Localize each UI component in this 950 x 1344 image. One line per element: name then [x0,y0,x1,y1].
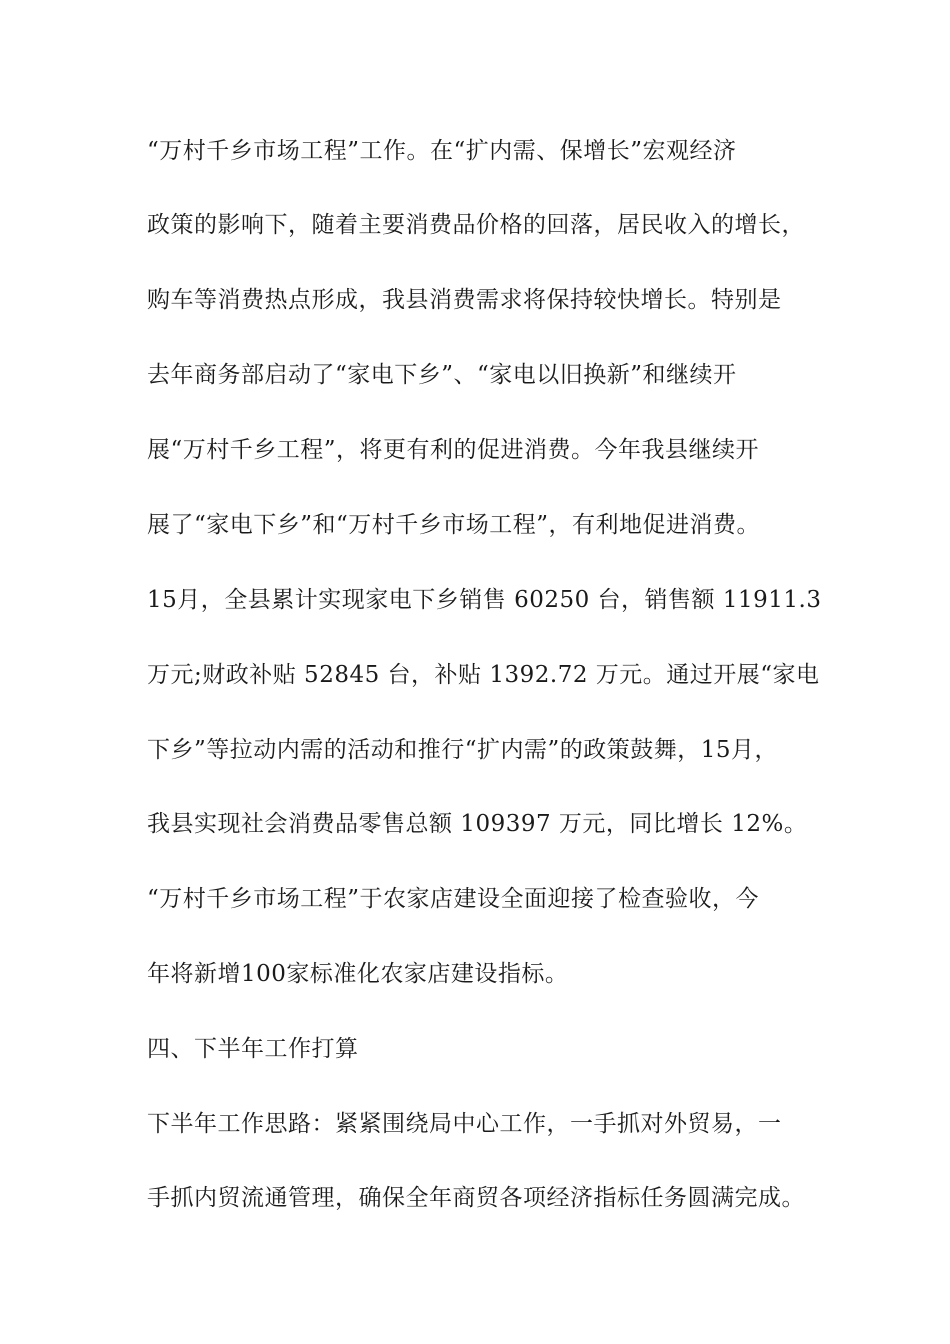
paragraph-line: “万村千乡市场工程”于农家店建设全面迎接了检查验收，今 [147,886,760,912]
paragraph-line: 我县实现社会消费品零售总额 109397 万元，同比增长 12%。 [147,811,808,837]
section-heading: 四、下半年工作打算 [147,1036,359,1062]
paragraph-line: 手抓内贸流通管理，确保全年商贸各项经济指标任务圆满完成。 [147,1185,805,1211]
paragraph-line: 年将新增100家标准化农家店建设指标。 [147,961,569,987]
paragraph-line: 万元;财政补贴 52845 台，补贴 1392.72 万元。通过开展“家电 [147,662,820,688]
paragraph-line: 展了“家电下乡”和“万村千乡市场工程”，有利地促进消费。 [147,512,761,538]
paragraph-line: 15月，全县累计实现家电下乡销售 60250 台，销售额 11911.3 [147,587,822,613]
paragraph-line: 下乡”等拉动内需的活动和推行“扩内需”的政策鼓舞，15月， [147,737,779,763]
paragraph-line: 展“万村千乡工程”，将更有利的促进消费。今年我县继续开 [147,437,760,463]
paragraph-line: 政策的影响下，随着主要消费品价格的回落，居民收入的增长， [147,212,805,238]
paragraph-line: 下半年工作思路：紧紧围绕局中心工作，一手抓对外贸易，一 [147,1111,782,1137]
paragraph-line: “万村千乡市场工程”工作。在“扩内需、保增长”宏观经济 [147,138,737,164]
paragraph-line: 购车等消费热点形成，我县消费需求将保持较快增长。特别是 [147,287,782,313]
paragraph-line: 去年商务部启动了“家电下乡”、“家电以旧换新”和继续开 [147,362,737,388]
